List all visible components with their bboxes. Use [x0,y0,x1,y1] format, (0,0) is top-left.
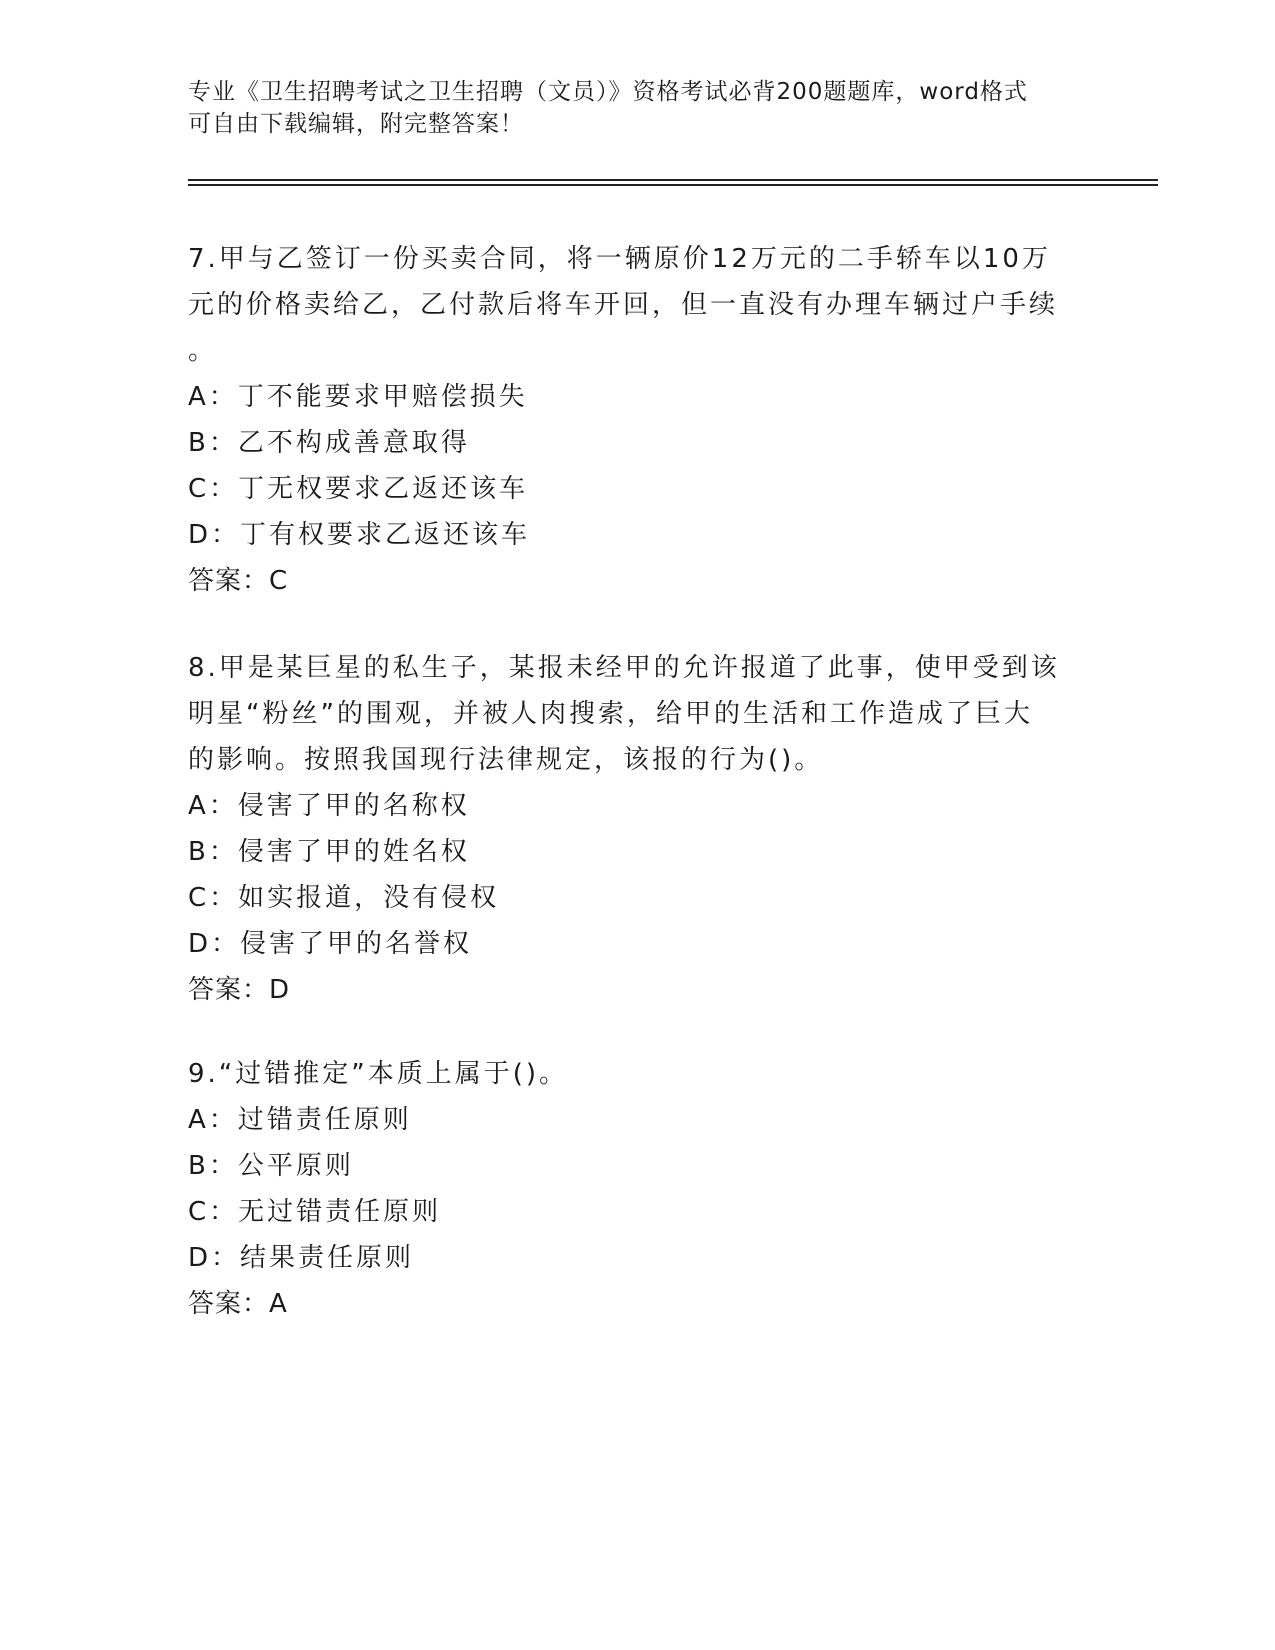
question-stem [188,1051,1068,1097]
option-d: D：侵害了甲的名誉权 [188,929,473,959]
question-8 [188,645,1068,1013]
question-stem [188,645,1068,783]
header-line-2: 可自由下载编辑，附完整答案！ [188,111,524,137]
stem-line: 9.“过错推定”本质上属于()。 [188,1059,569,1089]
header-divider-bottom [188,184,1158,186]
stem-line: 元的价格卖给乙，乙付款后将车开回，但一直没有办理车辆过户手续 [188,290,1059,320]
option-b: B：侵害了甲的姓名权 [188,837,470,867]
stem-line: 7.甲与乙签订一份买卖合同，将一辆原价12万元的二手轿车以10万 [188,244,1051,274]
answer: 答案：A [188,1289,288,1319]
question-stem [188,236,1068,374]
option-a: A：侵害了甲的名称权 [188,791,470,821]
question-7 [188,236,1068,604]
option-b: B：公平原则 [188,1151,354,1181]
stem-line: 的影响。按照我国现行法律规定，该报的行为()。 [188,745,824,775]
stem-line: 。 [188,336,218,366]
option-a: A：丁不能要求甲赔偿损失 [188,382,528,412]
answer: 答案：C [188,566,289,596]
stem-line: 8.甲是某巨星的私生子，某报未经甲的允许报道了此事，使甲受到该 [188,653,1060,683]
option-c: C：无过错责任原则 [188,1197,442,1227]
option-a: A：过错责任原则 [188,1105,412,1135]
header-line-1: 专业《卫生招聘考试之卫生招聘（文员）》资格考试必背200题题库，word格式 [188,79,1028,105]
option-d: D：丁有权要求乙返还该车 [188,520,531,550]
document-header [188,76,1068,140]
option-b: B：乙不构成善意取得 [188,428,470,458]
answer: 答案：D [188,975,291,1005]
option-c: C：如实报道，没有侵权 [188,883,500,913]
header-divider-top [188,179,1158,181]
option-d: D：结果责任原则 [188,1243,415,1273]
option-c: C：丁无权要求乙返还该车 [188,474,529,504]
question-9 [188,1051,1068,1327]
stem-line: 明星“粉丝”的围观，并被人肉搜索，给甲的生活和工作造成了巨大 [188,699,1033,729]
